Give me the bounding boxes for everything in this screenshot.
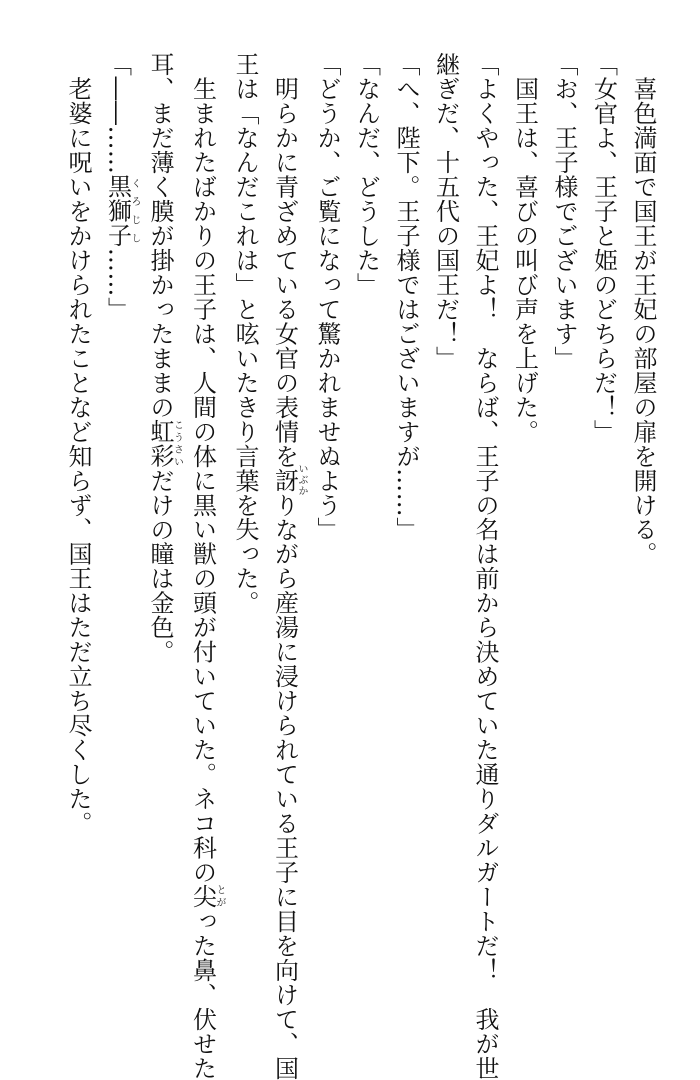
text-line: 「へ、陛下。王子様ではございますが……」 [392, 52, 420, 542]
text-line [182, 52, 225, 1080]
text-line: 「よくやった、王妃よ！ ならば、王子の名は前から決めていた通りダルガートだ！ 我が世 [471, 52, 499, 1080]
ruby-word [188, 884, 225, 909]
text-line: 「お、王子様でございます」 [550, 52, 578, 371]
text-line: 老婆に呪いをかけられたことなど知らず、国王はただ立ち尽くした。 [64, 52, 92, 836]
ruby-word [103, 174, 140, 248]
text-segment: ……」 [103, 247, 132, 322]
ruby-base: 虹彩 [146, 419, 174, 469]
text-line [97, 52, 140, 982]
text-line: 「女官よ、王子と姫のどちらだ！」 [589, 52, 618, 444]
ruby-reading: とが [214, 884, 225, 909]
text-segment: だけの瞳は金色。 [146, 468, 174, 665]
ruby-word [146, 419, 183, 469]
text-line: 継ぎだ、十五代の国王だ！」 [431, 52, 460, 371]
text-segment: りながら産湯に浸けられている王子に目を向けて、国 [270, 492, 299, 1080]
ruby-reading: こうさい [171, 419, 183, 469]
text-segment: 生まれたばかりの王子は、人間の体に黒い獣の頭が付いていた。ネコ科の [188, 52, 217, 885]
text-line [307, 52, 347, 982]
ruby-base: 訝 [270, 463, 299, 497]
text-segment: 「どうか、ご覧になって驚かれませぬよう」 [313, 52, 341, 542]
ruby-word [270, 463, 307, 497]
text-line: 国王は、喜びの叫び声を上げた。 [510, 52, 539, 444]
vertical-text-block [58, 52, 663, 1080]
text-line: 王は「なんだこれは」と呟いたきり言葉を失った。 [231, 52, 259, 616]
text-segment: 明らかに青ざめている女官の表情を [270, 52, 299, 469]
text-segment: った鼻、伏せた [188, 908, 217, 1080]
text-segment: 耳、まだ薄く膜が掛かったままの [146, 52, 174, 420]
ruby-base: 黒獅子 [103, 174, 132, 248]
text-line [264, 52, 307, 1080]
ruby-base: 尖 [188, 884, 217, 909]
ruby-reading: いぶか [296, 463, 307, 497]
text-line: 「なんだ、どうした」 [352, 52, 381, 297]
text-line: 喜色満面で国王が王妃の部屋の扉を開ける。 [629, 52, 657, 567]
text-segment: 「――…… [103, 52, 132, 175]
text-line [140, 52, 183, 982]
ruby-reading: くろじし [129, 174, 140, 248]
